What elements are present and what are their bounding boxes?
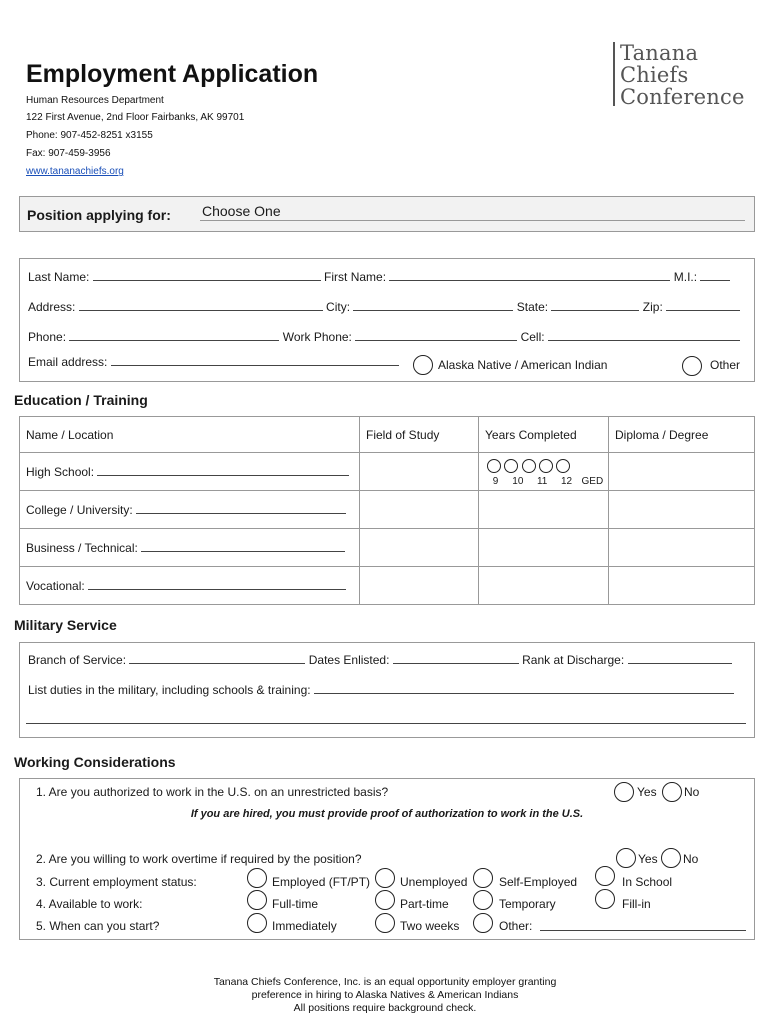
address-line: 122 First Avenue, 2nd Floor Fairbanks, AK 99701 bbox=[26, 112, 245, 123]
education-table bbox=[19, 416, 755, 605]
college-diploma[interactable] bbox=[609, 491, 755, 529]
department: Human Resources Department bbox=[26, 95, 164, 106]
last-name-label: Last Name: bbox=[28, 270, 90, 284]
position-underline bbox=[200, 220, 745, 221]
ged-label: GED bbox=[581, 475, 604, 487]
address-field[interactable] bbox=[79, 300, 323, 311]
col-diploma-degree: Diploma / Degree bbox=[609, 417, 755, 453]
duties-field[interactable] bbox=[314, 683, 734, 694]
q2-no-label: No bbox=[683, 852, 699, 866]
cell-label: Cell: bbox=[520, 330, 545, 344]
q2-yes-radio[interactable] bbox=[616, 848, 636, 868]
high-school-diploma[interactable] bbox=[609, 453, 755, 491]
high-school-field-of-study[interactable] bbox=[360, 453, 479, 491]
table-row bbox=[20, 453, 755, 491]
vocational-years[interactable] bbox=[479, 567, 609, 605]
alaska-native-radio[interactable] bbox=[413, 355, 433, 375]
logo bbox=[613, 42, 748, 108]
logo-bar bbox=[613, 42, 615, 106]
first-name-label: First Name: bbox=[324, 270, 387, 284]
vocational-field[interactable] bbox=[88, 579, 346, 590]
city-label: City: bbox=[326, 300, 351, 314]
temporary-radio[interactable] bbox=[473, 890, 493, 910]
other-ethnicity-radio[interactable] bbox=[682, 356, 702, 376]
grade-11-radio[interactable] bbox=[522, 459, 536, 473]
high-school-label: High School: bbox=[26, 464, 95, 479]
business-field[interactable] bbox=[141, 541, 345, 552]
question-2: 2. Are you willing to work overtime if required by the position? bbox=[36, 852, 362, 866]
position-label: Position applying for: bbox=[27, 207, 171, 223]
college-field-of-study[interactable] bbox=[360, 491, 479, 529]
table-row bbox=[20, 567, 755, 605]
q2-yes-label: Yes bbox=[638, 852, 658, 866]
address-label: Address: bbox=[28, 300, 76, 314]
zip-label: Zip: bbox=[642, 300, 663, 314]
phone-label: Phone: bbox=[28, 330, 67, 344]
question-4: 4. Available to work: bbox=[36, 897, 143, 911]
logo-line-3: Conference bbox=[620, 85, 745, 109]
table-row bbox=[20, 491, 755, 529]
other-start-radio[interactable] bbox=[473, 913, 493, 933]
footer-line-2: preference in hiring to Alaska Natives & American Indians bbox=[251, 989, 519, 1001]
full-time-radio[interactable] bbox=[247, 890, 267, 910]
vocational-diploma[interactable] bbox=[609, 567, 755, 605]
in-school-radio[interactable] bbox=[595, 866, 615, 886]
logo-line-2: Chiefs bbox=[620, 63, 689, 87]
first-name-field[interactable] bbox=[389, 270, 670, 281]
high-school-field[interactable] bbox=[97, 465, 349, 476]
two-weeks-radio[interactable] bbox=[375, 913, 395, 933]
college-label: College / University: bbox=[26, 502, 133, 517]
mi-label: M.I.: bbox=[673, 270, 698, 284]
years-completed-cell bbox=[479, 453, 609, 491]
education-title: Education / Training bbox=[14, 392, 148, 408]
duties-label: List duties in the military, including schools & training: bbox=[28, 683, 311, 697]
page-title: Employment Application bbox=[26, 60, 319, 88]
logo-line-1: Tanana bbox=[620, 41, 699, 65]
fill-in-radio[interactable] bbox=[595, 889, 615, 909]
duties-field-line-2[interactable] bbox=[26, 723, 746, 724]
vocational-field-of-study[interactable] bbox=[360, 567, 479, 605]
website-link[interactable]: www.tananachiefs.org bbox=[26, 166, 124, 177]
self-employed-radio[interactable] bbox=[473, 868, 493, 888]
state-label: State: bbox=[516, 300, 549, 314]
footer-line-1: Tanana Chiefs Conference, Inc. is an equal opportunity employer granting bbox=[213, 976, 557, 988]
alaska-native-label: Alaska Native / American Indian bbox=[438, 358, 608, 372]
q1-no-label: No bbox=[684, 785, 700, 799]
q1-yes-label: Yes bbox=[637, 785, 657, 799]
fill-in-label: Fill-in bbox=[622, 897, 651, 911]
full-time-label: Full-time bbox=[272, 897, 319, 911]
college-field[interactable] bbox=[136, 503, 346, 514]
business-years[interactable] bbox=[479, 529, 609, 567]
col-field-of-study: Field of Study bbox=[360, 417, 479, 453]
immediately-label: Immediately bbox=[272, 919, 337, 933]
other-start-field[interactable] bbox=[540, 920, 746, 931]
footer bbox=[0, 976, 770, 1015]
employed-radio[interactable] bbox=[247, 868, 267, 888]
q1-no-radio[interactable] bbox=[662, 782, 682, 802]
personal-info-box bbox=[19, 258, 755, 382]
employed-label: Employed (FT/PT) bbox=[272, 875, 371, 889]
zip-field[interactable] bbox=[666, 300, 740, 311]
last-name-field[interactable] bbox=[93, 270, 321, 281]
work-phone-label: Work Phone: bbox=[282, 330, 352, 344]
self-employed-label: Self-Employed bbox=[499, 875, 578, 889]
working-title: Working Considerations bbox=[14, 754, 176, 770]
business-field-of-study[interactable] bbox=[360, 529, 479, 567]
phone-field[interactable] bbox=[69, 330, 279, 341]
grade-12-radio[interactable] bbox=[539, 459, 553, 473]
question-3: 3. Current employment status: bbox=[36, 875, 197, 889]
dates-enlisted-label: Dates Enlisted: bbox=[308, 653, 390, 667]
grade-9-radio[interactable] bbox=[487, 459, 501, 473]
business-diploma[interactable] bbox=[609, 529, 755, 567]
q2-no-radio[interactable] bbox=[661, 848, 681, 868]
city-field[interactable] bbox=[353, 300, 513, 311]
question-5: 5. When can you start? bbox=[36, 919, 160, 933]
unemployed-label: Unemployed bbox=[400, 875, 468, 889]
grade-10-radio[interactable] bbox=[504, 459, 518, 473]
two-weeks-label: Two weeks bbox=[400, 919, 460, 933]
working-box bbox=[19, 778, 755, 940]
mi-field[interactable] bbox=[700, 270, 730, 281]
col-years-completed: Years Completed bbox=[479, 417, 609, 453]
other-start-label: Other: bbox=[499, 919, 533, 933]
footer-line-3: All positions require background check. bbox=[293, 1002, 477, 1014]
position-box bbox=[19, 196, 755, 232]
military-title: Military Service bbox=[14, 617, 117, 633]
col-name-location: Name / Location bbox=[20, 417, 360, 453]
logo-text bbox=[620, 42, 745, 108]
business-label: Business / Technical: bbox=[26, 540, 138, 555]
dates-enlisted-field[interactable] bbox=[393, 653, 519, 664]
vocational-label: Vocational: bbox=[26, 578, 85, 593]
part-time-radio[interactable] bbox=[375, 890, 395, 910]
branch-field[interactable] bbox=[129, 653, 305, 664]
rank-field[interactable] bbox=[628, 653, 732, 664]
grade-9-label: 9 bbox=[492, 475, 499, 487]
unemployed-radio[interactable] bbox=[375, 868, 395, 888]
temporary-label: Temporary bbox=[499, 897, 556, 911]
proof-note: If you are hired, you must provide proof of authorization to work in the U.S. bbox=[190, 808, 584, 820]
grade-10-label: 10 bbox=[512, 475, 524, 487]
military-box bbox=[19, 642, 755, 738]
in-school-label: In School bbox=[622, 875, 673, 889]
fax-line: Fax: 907-459-3956 bbox=[26, 148, 111, 159]
cell-field[interactable] bbox=[548, 330, 740, 341]
email-field[interactable] bbox=[111, 355, 399, 366]
email-label: Email address: bbox=[28, 355, 108, 369]
table-row bbox=[20, 529, 755, 567]
position-select[interactable]: Choose One bbox=[202, 203, 281, 219]
branch-label: Branch of Service: bbox=[28, 653, 127, 667]
grade-11-label: 11 bbox=[536, 475, 548, 487]
grade-12-label: 12 bbox=[560, 475, 573, 487]
college-years[interactable] bbox=[479, 491, 609, 529]
other-ethnicity-label: Other bbox=[710, 358, 741, 372]
phone-line: Phone: 907-452-8251 x3155 bbox=[26, 130, 153, 141]
state-field[interactable] bbox=[551, 300, 639, 311]
immediately-radio[interactable] bbox=[247, 913, 267, 933]
part-time-label: Part-time bbox=[400, 897, 449, 911]
ged-radio[interactable] bbox=[556, 459, 570, 473]
work-phone-field[interactable] bbox=[355, 330, 517, 341]
question-1: 1. Are you authorized to work in the U.S. on an unrestricted basis? bbox=[36, 785, 389, 799]
q1-yes-radio[interactable] bbox=[614, 782, 634, 802]
rank-label: Rank at Discharge: bbox=[522, 653, 625, 667]
